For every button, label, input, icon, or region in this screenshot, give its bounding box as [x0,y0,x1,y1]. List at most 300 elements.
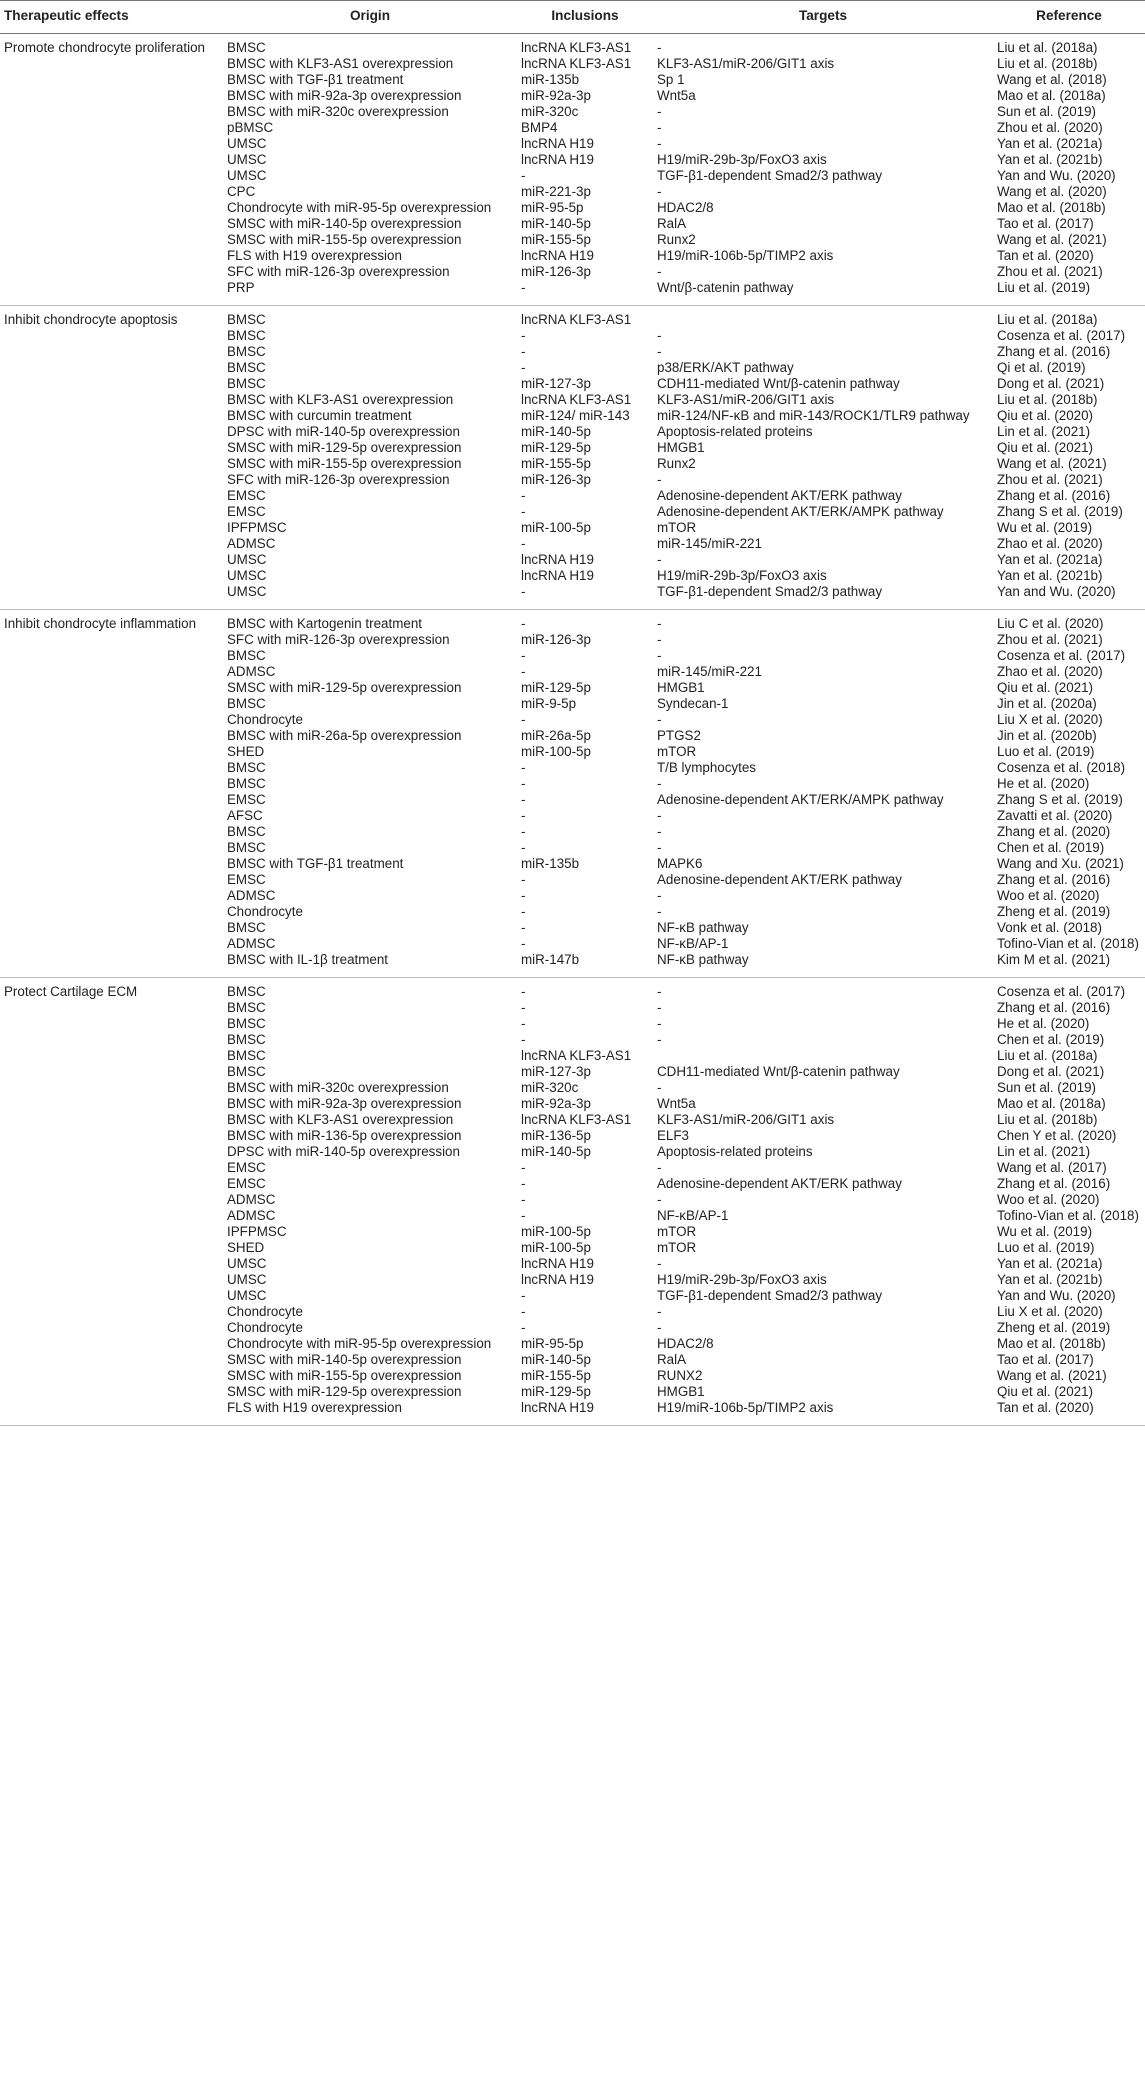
inclusions-cell: - [521,280,526,295]
inclusions-cell: miR-135b [521,72,580,87]
table-row [0,610,1145,633]
origin-cell: UMSC [227,568,267,583]
origin-cell: UMSC [227,584,267,599]
inclusions-cell: - [521,1304,526,1319]
reference-cell: Yan et al. (2021a) [997,1256,1103,1271]
reference-cell: Lin et al. (2021) [997,1144,1091,1159]
reference-cell: Woo et al. (2020) [997,1192,1100,1207]
reference-cell: Zhang et al. (2016) [997,872,1111,887]
inclusions-cell: - [521,760,526,775]
reference-cell: Yan and Wu. (2020) [997,168,1116,183]
reference-cell: Liu et al. (2018a) [997,40,1098,55]
origin-cell: BMSC with miR-320c overexpression [227,104,449,119]
origin-cell: IPFPMSC [227,520,287,535]
targets-cell: HMGB1 [657,1384,705,1399]
reference-cell: Vonk et al. (2018) [997,920,1102,935]
origin-cell: FLS with H19 overexpression [227,248,402,263]
origin-cell: BMSC [227,1032,266,1047]
origin-cell: UMSC [227,152,267,167]
reference-cell: Yan and Wu. (2020) [997,584,1116,599]
origin-cell: BMSC [227,312,266,327]
header-therapeutic-effects: Therapeutic effects [0,1,223,34]
reference-cell: Chen et al. (2019) [997,1032,1105,1047]
targets-cell: - [657,808,662,823]
origin-cell: UMSC [227,1288,267,1303]
inclusions-cell: - [521,1000,526,1015]
reference-cell: Tao et al. (2017) [997,1352,1094,1367]
origin-cell: ADMSC [227,664,276,679]
origin-cell: EMSC [227,504,266,519]
origin-cell: BMSC [227,648,266,663]
origin-cell: BMSC with TGF-β1 treatment [227,72,404,87]
inclusions-cell: miR-221-3p [521,184,591,199]
targets-cell: HDAC2/8 [657,200,714,215]
inclusions-cell: miR-126-3p [521,632,591,647]
origin-cell: ADMSC [227,536,276,551]
inclusions-cell: miR-320c [521,104,579,119]
targets-cell: - [657,776,662,791]
inclusions-cell: lncRNA KLF3-AS1 [521,1112,632,1127]
inclusions-cell: - [521,776,526,791]
reference-cell: Yan et al. (2021b) [997,568,1103,583]
targets-cell: Wnt5a [657,88,696,103]
reference-cell: Zhao et al. (2020) [997,536,1103,551]
reference-cell: Liu et al. (2018b) [997,1112,1098,1127]
reference-cell: Tofino-Vian et al. (2018) [997,936,1139,951]
targets-cell: Runx2 [657,232,696,247]
origin-cell: SMSC with miR-155-5p overexpression [227,456,462,471]
targets-cell: - [657,648,662,663]
inclusions-cell: - [521,168,526,183]
targets-cell: NF-κB pathway [657,952,749,967]
targets-cell: H19/miR-29b-3p/FoxO3 axis [657,1272,827,1287]
origin-cell: BMSC [227,328,266,343]
origin-cell: SMSC with miR-129-5p overexpression [227,680,462,695]
origin-cell: Chondrocyte [227,1304,303,1319]
origin-cell: BMSC [227,696,266,711]
origin-cell: ADMSC [227,1208,276,1223]
inclusions-cell: miR-100-5p [521,744,591,759]
targets-cell: H19/miR-29b-3p/FoxO3 axis [657,152,827,167]
reference-cell: Sun et al. (2019) [997,104,1097,119]
targets-cell: - [657,328,662,343]
origin-cell: BMSC with curcumin treatment [227,408,412,423]
inclusions-cell: BMP4 [521,120,558,135]
inclusions-cell: - [521,488,526,503]
targets-cell: - [657,264,662,279]
origin-cell: FLS with H19 overexpression [227,1400,402,1415]
origin-cell: BMSC [227,40,266,55]
inclusions-cell: miR-100-5p [521,1240,591,1255]
origin-cell: PRP [227,280,255,295]
targets-cell: Apoptosis-related proteins [657,424,813,439]
reference-cell: Liu et al. (2019) [997,280,1091,295]
reference-cell: Liu et al. (2018b) [997,56,1098,71]
inclusions-cell: miR-100-5p [521,520,591,535]
targets-cell: miR-145/miR-221 [657,664,762,679]
targets-cell: KLF3-AS1/miR-206/GIT1 axis [657,1112,835,1127]
targets-cell: Adenosine-dependent AKT/ERK pathway [657,1176,902,1191]
inclusions-cell: - [521,824,526,839]
targets-cell: - [657,888,662,903]
table-row [0,306,1145,329]
inclusions-cell: miR-155-5p [521,456,591,471]
targets-cell: - [657,1000,662,1015]
reference-cell: Sun et al. (2019) [997,1080,1097,1095]
origin-cell: pBMSC [227,120,274,135]
origin-cell: ADMSC [227,1192,276,1207]
targets-cell: - [657,1192,662,1207]
targets-cell: Adenosine-dependent AKT/ERK pathway [657,488,902,503]
targets-cell: Sp 1 [657,72,685,87]
reference-cell: Jin et al. (2020a) [997,696,1097,711]
targets-cell: - [657,616,662,631]
inclusions-cell: - [521,584,526,599]
inclusions-cell: - [521,1032,526,1047]
inclusions-cell: miR-135b [521,856,580,871]
reference-cell: Wang et al. (2021) [997,232,1107,247]
origin-cell: BMSC [227,1064,266,1079]
reference-cell: Qiu et al. (2021) [997,440,1094,455]
targets-cell: H19/miR-106b-5p/TIMP2 axis [657,248,834,263]
reference-cell: Qiu et al. (2020) [997,408,1094,423]
targets-cell: - [657,1304,662,1319]
origin-cell: BMSC with miR-26a-5p overexpression [227,728,462,743]
targets-cell: - [657,40,662,55]
table-group [0,306,1145,610]
inclusions-cell: lncRNA KLF3-AS1 [521,1048,632,1063]
origin-cell: SHED [227,744,265,759]
targets-cell: TGF-β1-dependent Smad2/3 pathway [657,168,883,183]
reference-cell: Zhao et al. (2020) [997,664,1103,679]
reference-cell: Tofino-Vian et al. (2018) [997,1208,1139,1223]
inclusions-cell: miR-92a-3p [521,1096,591,1111]
reference-cell: Yan et al. (2021a) [997,552,1103,567]
targets-cell: Wnt/β-catenin pathway [657,280,794,295]
origin-cell: BMSC [227,984,266,999]
origin-cell: SMSC with miR-140-5p overexpression [227,216,462,231]
inclusions-cell: miR-129-5p [521,440,591,455]
inclusions-cell: - [521,648,526,663]
reference-cell: Zhang et al. (2016) [997,1000,1111,1015]
inclusions-cell: - [521,616,526,631]
inclusions-cell: miR-100-5p [521,1224,591,1239]
inclusions-cell: lncRNA H19 [521,568,594,583]
header-targets: Targets [653,1,993,34]
targets-cell: Adenosine-dependent AKT/ERK/AMPK pathway [657,504,944,519]
origin-cell: UMSC [227,136,267,151]
inclusions-cell: - [521,712,526,727]
inclusions-cell: - [521,344,526,359]
reference-cell: Yan and Wu. (2020) [997,1288,1116,1303]
origin-cell: SMSC with miR-155-5p overexpression [227,1368,462,1383]
origin-cell: ADMSC [227,936,276,951]
origin-cell: UMSC [227,168,267,183]
origin-cell: BMSC [227,824,266,839]
targets-cell: T/B lymphocytes [657,760,756,775]
targets-cell: ELF3 [657,1128,690,1143]
reference-cell: Qiu et al. (2021) [997,680,1094,695]
inclusions-cell: miR-95-5p [521,1336,584,1351]
inclusions-cell: - [521,904,526,919]
origin-cell: UMSC [227,1272,267,1287]
inclusions-cell: miR-147b [521,952,580,967]
targets-cell: - [657,840,662,855]
origin-cell: BMSC [227,840,266,855]
reference-cell: Tao et al. (2017) [997,216,1094,231]
reference-cell: Mao et al. (2018b) [997,1336,1106,1351]
inclusions-cell: miR-126-3p [521,264,591,279]
targets-cell: - [657,344,662,359]
origin-cell: SMSC with miR-140-5p overexpression [227,1352,462,1367]
targets-cell: - [657,824,662,839]
targets-cell: - [657,1160,662,1175]
origin-cell: BMSC [227,376,266,391]
targets-cell: HMGB1 [657,680,705,695]
reference-cell: Kim M et al. (2021) [997,952,1111,967]
targets-cell: miR-124/NF-κB and miR-143/ROCK1/TLR9 pathway [657,408,970,423]
reference-cell: Zhang et al. (2016) [997,344,1111,359]
inclusions-cell: miR-127-3p [521,376,591,391]
origin-cell: AFSC [227,808,263,823]
inclusions-cell: - [521,1208,526,1223]
reference-cell: Chen et al. (2019) [997,840,1105,855]
targets-cell: NF-κB/AP-1 [657,1208,729,1223]
inclusions-cell: lncRNA H19 [521,248,594,263]
origin-cell: ADMSC [227,888,276,903]
targets-cell: p38/ERK/AKT pathway [657,360,794,375]
targets-cell: TGF-β1-dependent Smad2/3 pathway [657,1288,883,1303]
origin-cell: BMSC with TGF-β1 treatment [227,856,404,871]
targets-cell: CDH11-mediated Wnt/β-catenin pathway [657,1064,900,1079]
targets-cell: Runx2 [657,456,696,471]
inclusions-cell: miR-9-5p [521,696,577,711]
targets-cell: - [657,120,662,135]
inclusions-cell: miR-155-5p [521,1368,591,1383]
targets-cell: - [657,136,662,151]
origin-cell: EMSC [227,1160,266,1175]
origin-cell: SFC with miR-126-3p overexpression [227,472,450,487]
origin-cell: SFC with miR-126-3p overexpression [227,264,450,279]
origin-cell: BMSC with miR-320c overexpression [227,1080,449,1095]
inclusions-cell: lncRNA KLF3-AS1 [521,40,632,55]
origin-cell: EMSC [227,872,266,887]
reference-cell: Zhang et al. (2016) [997,1176,1111,1191]
origin-cell: Chondrocyte [227,1320,303,1335]
targets-cell: NF-κB/AP-1 [657,936,729,951]
reference-cell: Liu et al. (2018a) [997,1048,1098,1063]
origin-cell: BMSC with KLF3-AS1 overexpression [227,392,454,407]
targets-cell: MAPK6 [657,856,703,871]
targets-cell: - [657,984,662,999]
targets-cell: NF-κB pathway [657,920,749,935]
inclusions-cell: miR-155-5p [521,232,591,247]
targets-cell: RalA [657,1352,687,1367]
inclusions-cell: - [521,664,526,679]
targets-cell: CDH11-mediated Wnt/β-catenin pathway [657,376,900,391]
targets-cell: - [657,1032,662,1047]
origin-cell: EMSC [227,792,266,807]
targets-cell: HDAC2/8 [657,1336,714,1351]
targets-cell: RUNX2 [657,1368,703,1383]
origin-cell: DPSC with miR-140-5p overexpression [227,1144,460,1159]
reference-cell: Wang et al. (2021) [997,456,1107,471]
origin-cell: Chondrocyte [227,904,303,919]
origin-cell: CPC [227,184,256,199]
therapeutic-effect-cell: Inhibit chondrocyte apoptosis [4,312,178,327]
targets-cell: - [657,1320,662,1335]
reference-cell: Wang and Xu. (2021) [997,856,1124,871]
reference-cell: Mao et al. (2018b) [997,200,1106,215]
targets-cell: PTGS2 [657,728,701,743]
therapeutic-effect-cell: Promote chondrocyte proliferation [4,40,205,55]
reference-cell: Cosenza et al. (2018) [997,760,1126,775]
reference-cell: Dong et al. (2021) [997,376,1105,391]
inclusions-cell: miR-129-5p [521,680,591,695]
inclusions-cell: miR-95-5p [521,200,584,215]
reference-cell: Wang et al. (2021) [997,1368,1107,1383]
targets-cell: mTOR [657,1224,697,1239]
targets-cell: Apoptosis-related proteins [657,1144,813,1159]
reference-cell: Woo et al. (2020) [997,888,1100,903]
reference-cell: Zheng et al. (2019) [997,904,1111,919]
origin-cell: BMSC with miR-92a-3p overexpression [227,88,462,103]
therapeutic-effect-cell: Protect Cartilage ECM [4,984,138,999]
inclusions-cell: - [521,360,526,375]
targets-cell: - [657,1016,662,1031]
inclusions-cell: lncRNA H19 [521,1400,594,1415]
origin-cell: BMSC with miR-136-5p overexpression [227,1128,462,1143]
origin-cell: BMSC [227,1016,266,1031]
reference-cell: Cosenza et al. (2017) [997,328,1126,343]
targets-cell: H19/miR-106b-5p/TIMP2 axis [657,1400,834,1415]
inclusions-cell: lncRNA KLF3-AS1 [521,392,632,407]
origin-cell: Chondrocyte with miR-95-5p overexpression [227,200,492,215]
inclusions-cell: miR-140-5p [521,1352,591,1367]
targets-cell: Syndecan-1 [657,696,729,711]
table-row [0,978,1145,1001]
reference-cell: Liu et al. (2018b) [997,392,1098,407]
origin-cell: BMSC [227,344,266,359]
reference-cell: Zhang et al. (2020) [997,824,1111,839]
targets-cell [653,306,993,329]
origin-cell: EMSC [227,488,266,503]
targets-cell: - [657,104,662,119]
origin-cell: BMSC with KLF3-AS1 overexpression [227,56,454,71]
origin-cell: SHED [227,1240,265,1255]
reference-cell: Zhou et al. (2020) [997,120,1103,135]
reference-cell: He et al. (2020) [997,1016,1090,1031]
table-group [0,34,1145,306]
targets-cell: - [657,472,662,487]
inclusions-cell: - [521,872,526,887]
origin-cell: IPFPMSC [227,1224,287,1239]
reference-cell: Mao et al. (2018a) [997,88,1106,103]
reference-cell: Tan et al. (2020) [997,1400,1094,1415]
origin-cell: BMSC [227,360,266,375]
inclusions-cell: miR-140-5p [521,1144,591,1159]
reference-cell: Zhang S et al. (2019) [997,792,1123,807]
targets-cell: - [657,1080,662,1095]
targets-cell: TGF-β1-dependent Smad2/3 pathway [657,584,883,599]
reference-cell: Yan et al. (2021b) [997,1272,1103,1287]
reference-cell: Dong et al. (2021) [997,1064,1105,1079]
origin-cell: BMSC [227,1048,266,1063]
origin-cell: UMSC [227,552,267,567]
inclusions-cell: lncRNA H19 [521,552,594,567]
targets-cell: H19/miR-29b-3p/FoxO3 axis [657,568,827,583]
inclusions-cell: miR-136-5p [521,1128,591,1143]
reference-cell: Zhang et al. (2016) [997,488,1111,503]
reference-cell: Luo et al. (2019) [997,744,1095,759]
origin-cell: Chondrocyte [227,712,303,727]
therapeutic-effect-cell: Inhibit chondrocyte inflammation [4,616,197,631]
inclusions-cell: miR-129-5p [521,1384,591,1399]
origin-cell: BMSC [227,760,266,775]
origin-cell: SMSC with miR-129-5p overexpression [227,440,462,455]
targets-cell: RalA [657,216,687,231]
reference-cell: Chen Y et al. (2020) [997,1128,1117,1143]
reference-cell: Jin et al. (2020b) [997,728,1097,743]
inclusions-cell: lncRNA H19 [521,1272,594,1287]
inclusions-cell: - [521,536,526,551]
inclusions-cell: - [521,1192,526,1207]
targets-cell: KLF3-AS1/miR-206/GIT1 axis [657,392,835,407]
inclusions-cell: - [521,984,526,999]
inclusions-cell: lncRNA H19 [521,1256,594,1271]
inclusions-cell: miR-140-5p [521,424,591,439]
reference-cell: Zhou et al. (2021) [997,472,1103,487]
targets-cell: - [657,184,662,199]
targets-cell: mTOR [657,520,697,535]
reference-cell: Liu X et al. (2020) [997,1304,1103,1319]
inclusions-cell: miR-320c [521,1080,579,1095]
inclusions-cell: - [521,936,526,951]
inclusions-cell: miR-124/ miR-143 [521,408,630,423]
inclusions-cell: miR-26a-5p [521,728,591,743]
reference-cell: Wang et al. (2017) [997,1160,1107,1175]
inclusions-cell: - [521,328,526,343]
header-reference: Reference [993,1,1145,34]
reference-cell: Tan et al. (2020) [997,248,1094,263]
targets-cell [653,1048,993,1064]
inclusions-cell: - [521,920,526,935]
origin-cell: BMSC with Kartogenin treatment [227,616,422,631]
inclusions-cell: - [521,888,526,903]
reference-cell: Wang et al. (2018) [997,72,1107,87]
targets-cell: - [657,1256,662,1271]
reference-cell: Zhang S et al. (2019) [997,504,1123,519]
targets-cell: Wnt5a [657,1096,696,1111]
reference-cell: Zheng et al. (2019) [997,1320,1111,1335]
reference-cell: Zhou et al. (2021) [997,632,1103,647]
inclusions-cell: - [521,1176,526,1191]
inclusions-cell: - [521,1288,526,1303]
inclusions-cell: - [521,792,526,807]
targets-cell: KLF3-AS1/miR-206/GIT1 axis [657,56,835,71]
reference-cell: Qiu et al. (2021) [997,1384,1094,1399]
reference-cell: He et al. (2020) [997,776,1090,791]
inclusions-cell: - [521,504,526,519]
targets-cell: - [657,904,662,919]
header-inclusions: Inclusions [517,1,653,34]
reference-cell: Yan et al. (2021b) [997,152,1103,167]
origin-cell: BMSC [227,776,266,791]
targets-cell: mTOR [657,1240,697,1255]
inclusions-cell: - [521,1320,526,1335]
reference-cell: Cosenza et al. (2017) [997,648,1126,663]
inclusions-cell: lncRNA H19 [521,136,594,151]
